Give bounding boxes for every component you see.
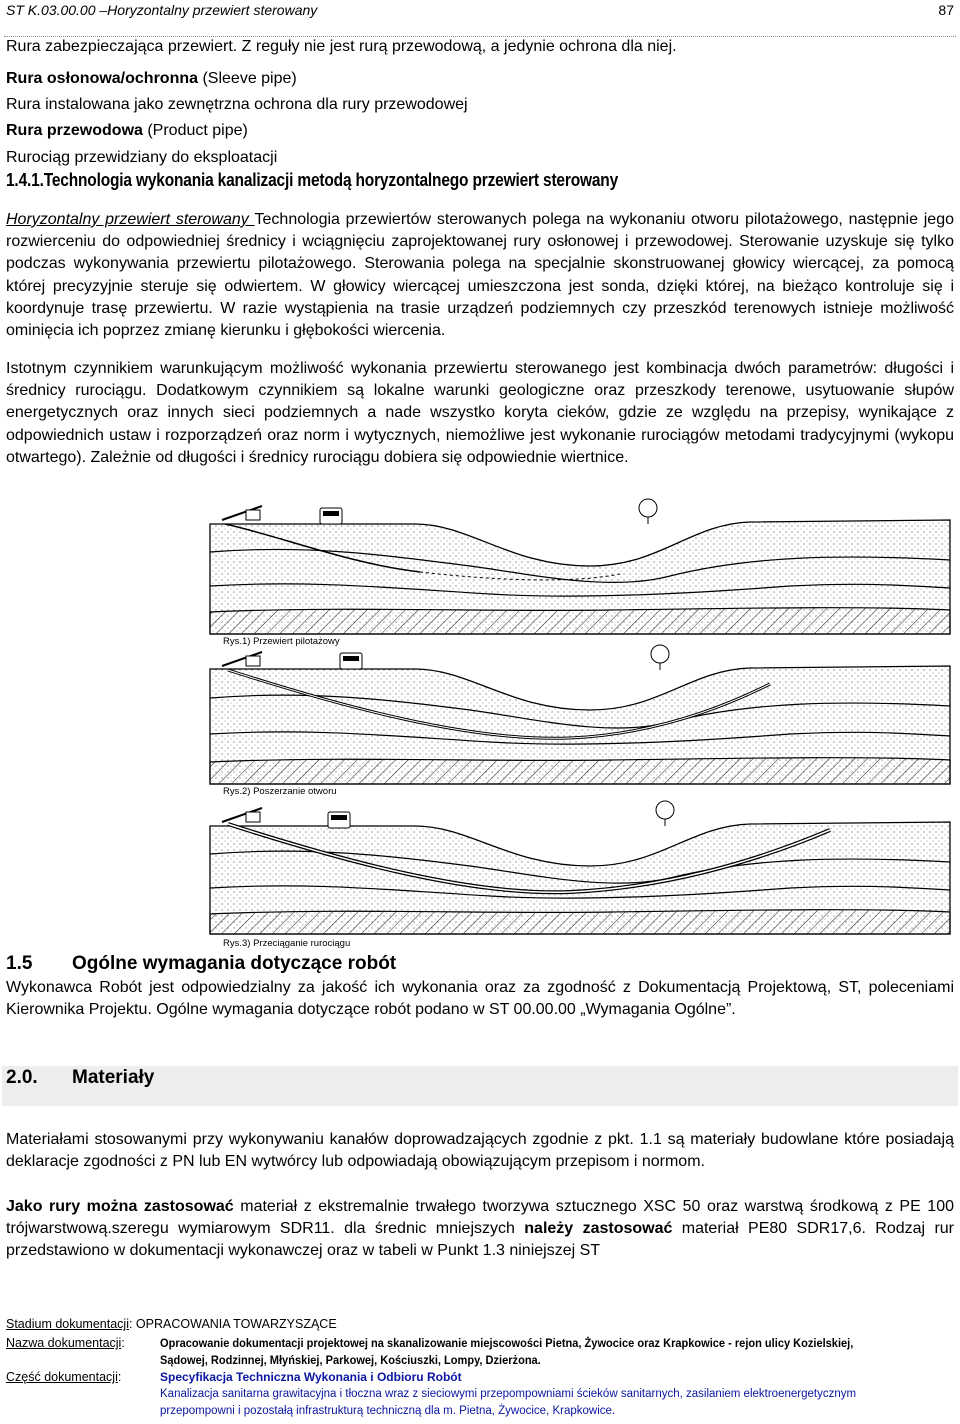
drill-rig-icon [222,506,262,520]
footer-czesc [6,1370,121,1384]
panel-pipe-pullback [210,801,950,949]
tree-icon [656,801,674,826]
footer-colon: : [121,1336,125,1350]
footer-label: Stadium dokumentacji [6,1317,129,1331]
section-number: 1.4.1. [6,170,44,190]
header-rule [4,36,956,37]
drill-rig-icon [222,808,262,822]
bus-icon [328,812,350,828]
paragraph-pipes [6,1196,954,1263]
tree-icon [639,499,657,524]
footer-value: : OPRACOWANIA TOWARZYSZĄCE [128,1317,337,1331]
section-number: 2.0. [6,1067,38,1088]
paragraph-general-requirements: Wykonawca Robót jest odpowiedzialny za jakość ich wykonania oraz za zgodność z Dokumentacją Projektową, ST, poleceniami Kierownika Projektu. Ogólne wymagania dotyczące robót podano w ST 00.00.00 „Wymagania Ogólne”. [6,979,954,1019]
section-heading-15 [6,953,396,975]
emphasis-text: należy zastosować [524,1220,673,1238]
paragraph-text: materiał z ekstremalnie trwałego tworzywa sztucznego XSC 50 oraz warstwą środkową z PE 100 trójwarstwową.szeregu wymiarowym SDR11. dla średnic mniejszych [6,1198,954,1238]
bus-icon [340,653,362,669]
definition-line: Rurociąg przewidziany do eksploatacji [6,149,278,166]
definition-line: Rura zabezpieczająca przewiert. Z reguły nie jest rurą przewodową, a jedynie ochrona dla niej. [6,38,677,55]
footer-nazwa [6,1336,125,1350]
footer-nazwa-value-2: Sądowej, Rodzinnej, Młyńskiej, Parkowej, Kościuszki, Lompy, Dzierżona. [160,1353,541,1367]
panel-reaming [210,645,950,797]
footer-czesc-value-1: Specyfikacja Techniczna Wykonania i Odbioru Robót [160,1370,462,1384]
footer-label: Nazwa dokumentacji [6,1336,122,1350]
figure-caption-3: Rys.3) Przeciąganie rurociągu [223,938,351,949]
running-header [6,2,954,22]
panel-pilot-bore [210,499,950,647]
term-sleeve-pipe: Rura osłonowa/ochronna [6,70,199,87]
term-product-pipe-english: (Product pipe) [142,122,248,139]
section-title: Ogólne wymagania dotyczące robót [72,953,397,974]
footer-label: Część dokumentacji [6,1370,118,1384]
term-sleeve-pipe-english: (Sleeve pipe) [198,70,297,87]
footer-czesc-value-3: przepompowni i pozostałą infrastrukturą techniczną dla m. Pietna, Żywocice, Krapkowice. [160,1405,616,1417]
drilling-figure [190,494,960,950]
section-number: 1.5 [6,953,33,974]
section-title: Materiały [72,1067,155,1088]
figure-caption-1: Rys.1) Przewiert pilotażowy [223,636,340,647]
term-product-pipe: Rura przewodowa [6,122,143,139]
paragraph-text: materiał PE80 SDR17,6. Rodzaj rur przedstawiono w dokumentacji wykonawczej oraz w tabeli w Punkt 1.3 niniejszej ST [6,1220,955,1260]
section-title: Technologia wykonania kanalizacji metodą horyzontalnego przewiert sterowany [43,170,619,190]
definition-term [6,122,248,140]
footer-stadium [6,1317,337,1331]
tree-icon [651,645,669,670]
bus-icon [320,508,342,524]
footer-colon: : [117,1370,122,1384]
paragraph-text: Technologia przewiertów sterowanych polega na wykonaniu otworu pilotażowego, następnie jego rozwierceniu do odpowiedniej średnicy i wciągnięciu zaprojektowanej rury osłonowej i przewodowej. Sterowanie uzyskuje się tylko podczas wykonywania przewiertu pilotażowego. Sterowania polega na specjalnie skonstruowanej głowicy wiercącej, za pomocą której precyzyjnie steruje się odwiertem. W głowicy wiercącej umieszczona jest sonda, dzięki której, na bieżąco kontroluje się i koordynuje trasę przewiertu. W razie wystąpienia na trasie urządzeń podziemnych czy przeszkód terenowych istnieje możliwość ominięcia ich poprzez zmianę kierunku i głębokości wiercenia. [6,211,954,340]
section-heading-141 [6,170,618,191]
header-title: ST K.03.00.00 –Horyzontalny przewiert sterowany [6,2,318,18]
paragraph-factors: Istotnym czynnikiem warunkującym możliwość wykonania przewiertu sterowanego jest kombinacja dwóch parametrów: długości i średnicy rurociągu. Dodatkowym czynnikiem są lokalne warunki geologiczne oraz przeszkody terenowe, usytuowanie słupów energetycznych oraz innych sieci podziemnych a nade wszystko koryta cieków, gdzie ze względu na przepisy, wynikające z odpowiednich ustaw i rozporządzeń oraz norm i wytycznych, niemożliwe jest wykonanie rurociągów metodami tradycyjnymi (wykopu otwartego). Zależnie od długości i średnicy rurociągu dobiera się odpowiednie wiertnice. [6,360,954,466]
footer-nazwa-value-1: Opracowanie dokumentacji projektowej na skanalizowanie miejscowości Pietna, Żywocice oraz Krapkowice - rejon ulicy Kozielskiej, [160,1336,854,1350]
definition-line: Rura instalowana jako zewnętrzna ochrona dla rury przewodowej [6,96,468,113]
paragraph-materials: Materiałami stosowanymi przy wykonywaniu kanałów doprowadzających zgodnie z pkt. 1.1 są materiały budowlane które posiadają deklaracje zgodności z PN lub EN wytwórcy lub odpowiadają obowiązującym przepisom i normom. [6,1131,954,1171]
defined-term: Horyzontalny przewiert sterowany [6,211,255,228]
page-number: 87 [938,2,954,18]
footer-czesc-value-2: Kanalizacja sanitarna grawitacyjna i tłoczna wraz z sieciowymi przepompowniami ścieków sanitarnych, zasilaniem elektroenergetycznym [160,1388,857,1400]
paragraph-technology [6,209,954,342]
definition-term [6,70,297,88]
section-heading-20 [6,1067,154,1089]
drill-rig-icon [222,652,262,666]
emphasis-text: Jako rury można zastosować [6,1198,234,1215]
figure-caption-2: Rys.2) Poszerzanie otworu [223,786,337,797]
